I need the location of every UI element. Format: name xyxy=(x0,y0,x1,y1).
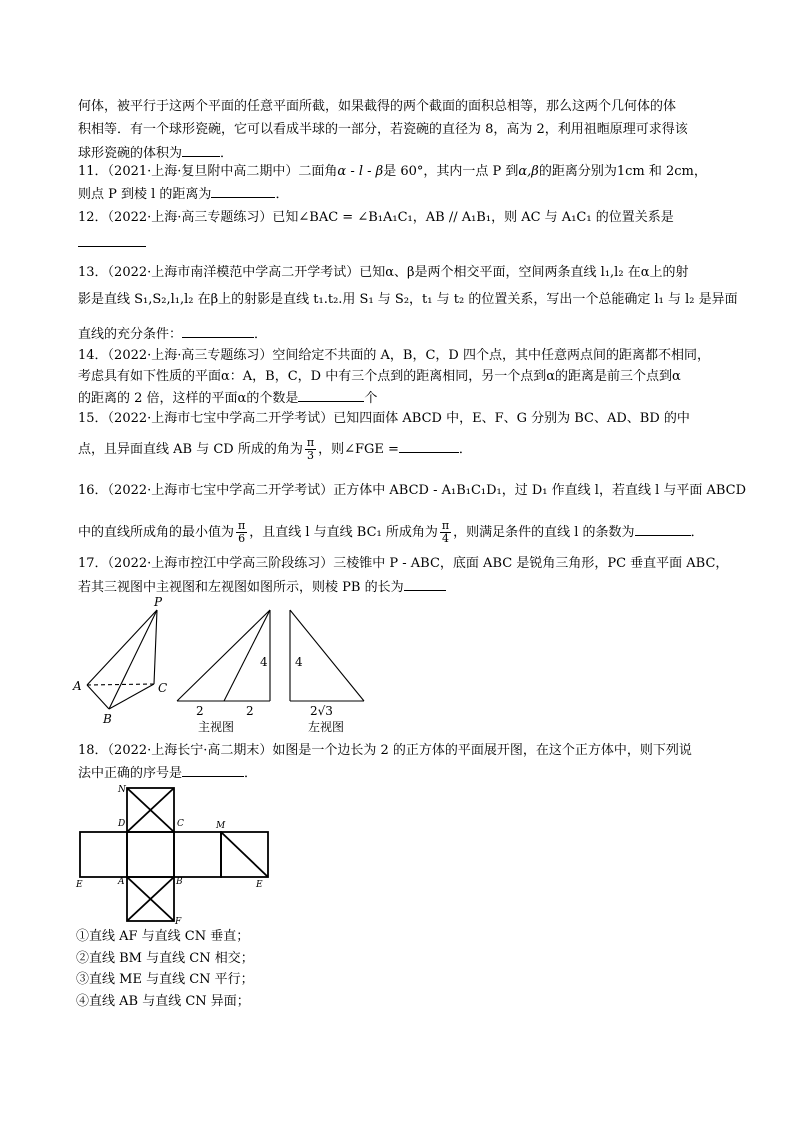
q17-text-2: 若其三视图中主视图和左视图如图所示，则棱 PB 的长为 xyxy=(78,580,404,595)
q16-text-2b: ，且直线 l 与直线 BC₁ 所成角为 xyxy=(249,525,438,540)
q11-dihedral: α - l - β xyxy=(337,164,384,179)
fraction-pi-4 xyxy=(440,520,451,545)
q16-line-1: 16．（2022·上海市七宝中学高二开学考试）正方体中 ABCD - A₁B₁C₁D₁，过 D₁ 作直线 l，若直线 l 与平面 ABCD xyxy=(78,483,747,498)
q15-text-2a: 点，且异面直线 AB 与 CD 所成的角为 xyxy=(78,442,303,457)
frac-den: 4 xyxy=(442,532,449,545)
net-label-A: A xyxy=(118,877,125,887)
answer-blank-14[interactable] xyxy=(298,387,364,402)
q15-text-2b: ，则∠FGE = xyxy=(318,442,399,457)
q12-line-2 xyxy=(78,232,146,254)
front-base-label-2: 2 xyxy=(246,704,254,718)
answer-blank-10[interactable] xyxy=(182,142,220,157)
q11-text-2: 则点 P 到棱 l 的距离为 xyxy=(78,187,212,202)
frac-num: π xyxy=(441,519,450,532)
q12-line-1: 12．（2022·上海·高三专题练习）已知∠BAC = ∠B₁A₁C₁，AB // A₁B₁，则 AC 与 A₁C₁ 的位置关系是 xyxy=(78,210,674,225)
answer-blank-11[interactable] xyxy=(211,183,275,198)
answer-blank-15[interactable] xyxy=(399,438,459,453)
q14-text-3a: 的距离的 2 倍，这样的平面α的个数是 xyxy=(78,391,299,406)
frac-den: 3 xyxy=(306,449,314,462)
q11-text-c: 是 60°，其内一点 P 到 xyxy=(383,164,519,179)
front-base-label-1: 2 xyxy=(196,704,204,718)
q13-line-1: 13．（2022·上海市南洋模范中学高二开学考试）已知α、β是两个相交平面，空间两条直线 l₁,l₂ 在α上的射 xyxy=(78,265,689,280)
q11-text-a: 11．（2021·上海·复旦附中高二期中）二面角 xyxy=(78,164,338,179)
intro-line-2: 积相等．有一个球形瓷碗，它可以看成半球的一部分，若瓷碗的直径为 8，高为 2，利用祖暅原理可求得该 xyxy=(78,122,688,137)
q14-text-3b: 个 xyxy=(364,391,378,406)
answer-blank-16[interactable] xyxy=(635,521,691,536)
net-label-N: N xyxy=(118,785,126,795)
label-C: C xyxy=(158,681,168,695)
q16-line-2: 中的直线所成角的最小值为 $\frac{\pi}{6}$ ，且直线 l 与直线 BC₁ 所成角为 $\frac{\pi}{4}$ ，则满足条件的直线 l 的条数为 ． xyxy=(78,519,704,545)
intro-line-1: 何体，被平行于这两个平面的任意平面所截，如果截得的两个截面的面积总相等，那么这两个几何体的体 xyxy=(78,99,677,114)
q18-text-2: 法中正确的序号是 xyxy=(78,766,183,781)
front-view-caption: 主视图 xyxy=(198,720,235,734)
q16-text-2c: ，则满足条件的直线 l 的条数为 xyxy=(453,525,635,540)
q18-line-2: 法中正确的序号是 ． xyxy=(78,762,257,784)
net-label-C: C xyxy=(177,819,184,829)
q14-line-2: 考虑具有如下性质的平面α：A，B，C，D 中有三个点到的距离相同，另一个点到α的距离是前三个点到α xyxy=(78,369,681,384)
intro-line-3: 球形瓷碗的体积为 ． xyxy=(78,142,233,164)
q18-option-3: ③直线 ME 与直线 CN 平行； xyxy=(76,972,254,987)
fraction-pi-3 xyxy=(305,437,316,462)
cube-net xyxy=(80,788,268,921)
answer-blank-17[interactable] xyxy=(404,576,446,591)
cube-net-figure xyxy=(70,782,270,926)
q13-line-3: 直线的充分条件： ． xyxy=(78,323,267,345)
net-label-D: D xyxy=(118,819,126,829)
q18-option-1: ①直线 AF 与直线 CN 垂直； xyxy=(76,929,250,944)
frac-num: π xyxy=(306,436,315,449)
label-A: A xyxy=(73,679,82,693)
q13-line-2: 影是直线 S₁,S₂,l₁,l₂ 在β上的射影是直线 t₁.t₂.用 S₁ 与 S₂，t₁ 与 t₂ 的位置关系，写出一个总能确定 l₁ 与 l₂ 是异面 xyxy=(78,292,738,307)
q18-option-2: ②直线 BM 与直线 CN 相交； xyxy=(76,951,254,966)
q16-text-2a: 中的直线所成角的最小值为 xyxy=(78,525,235,540)
pyramid-diagram xyxy=(87,610,157,709)
answer-blank-18[interactable] xyxy=(182,762,244,777)
fraction-pi-6 xyxy=(236,520,247,545)
label-B: B xyxy=(103,712,112,726)
intro-line-3-text: 球形瓷碗的体积为 xyxy=(78,146,183,161)
q18-line-1: 18．（2022·上海长宁·高二期末）如图是一个边长为 2 的正方体的平面展开图，在这个正方体中，则下列说 xyxy=(78,743,692,758)
q14-line-3 xyxy=(78,387,377,409)
q11-line-1 xyxy=(78,162,707,182)
q14-line-1: 14．（2022·上海·高三专题练习）空间给定不共面的 A，B，C，D 四个点，其中任意两点间的距离都不相同， xyxy=(78,348,710,363)
side-base-label: 2√3 xyxy=(310,704,333,718)
q18-option-4: ④直线 AB 与直线 CN 异面； xyxy=(76,994,250,1009)
frac-num: π xyxy=(238,519,246,532)
label-P: P xyxy=(154,595,163,609)
answer-blank-13[interactable] xyxy=(182,323,254,338)
net-label-M: M xyxy=(216,821,226,831)
front-height-label: 4 xyxy=(260,655,268,669)
front-view-diagram xyxy=(177,610,270,701)
q13-text-3: 直线的充分条件： xyxy=(78,327,183,342)
side-height-label: 4 xyxy=(295,655,303,669)
q11-line-2: 则点 P 到棱 l 的距离为 ． xyxy=(78,183,288,205)
q11-text-e: 的距离分别为1cm 和 2cm， xyxy=(538,164,707,179)
q17-figure xyxy=(70,594,390,734)
net-label-E-right: E xyxy=(256,880,263,890)
frac-den: 6 xyxy=(238,532,246,545)
net-label-B: B xyxy=(176,877,183,887)
q15-line-1: 15．（2022·上海市七宝中学高二开学考试）已知四面体 ABCD 中，E、F、G 分别为 BC、AD、BD 的中 xyxy=(78,411,690,426)
q17-line-1: 17．（2022·上海市控江中学高三阶段练习）三棱锥中 P - ABC，底面 ABC 是锐角三角形，PC 垂直平面 ABC， xyxy=(78,556,729,571)
net-label-E-left: E xyxy=(76,880,83,890)
side-view-caption: 左视图 xyxy=(308,720,345,734)
net-label-F: F xyxy=(175,917,182,926)
q11-planes: α,β xyxy=(518,164,539,179)
q15-line-2: 点，且异面直线 AB 与 CD 所成的角为 $\frac{\pi}{3}$ ，则∠FGE = ． xyxy=(78,436,472,462)
answer-blank-12[interactable] xyxy=(78,232,146,247)
